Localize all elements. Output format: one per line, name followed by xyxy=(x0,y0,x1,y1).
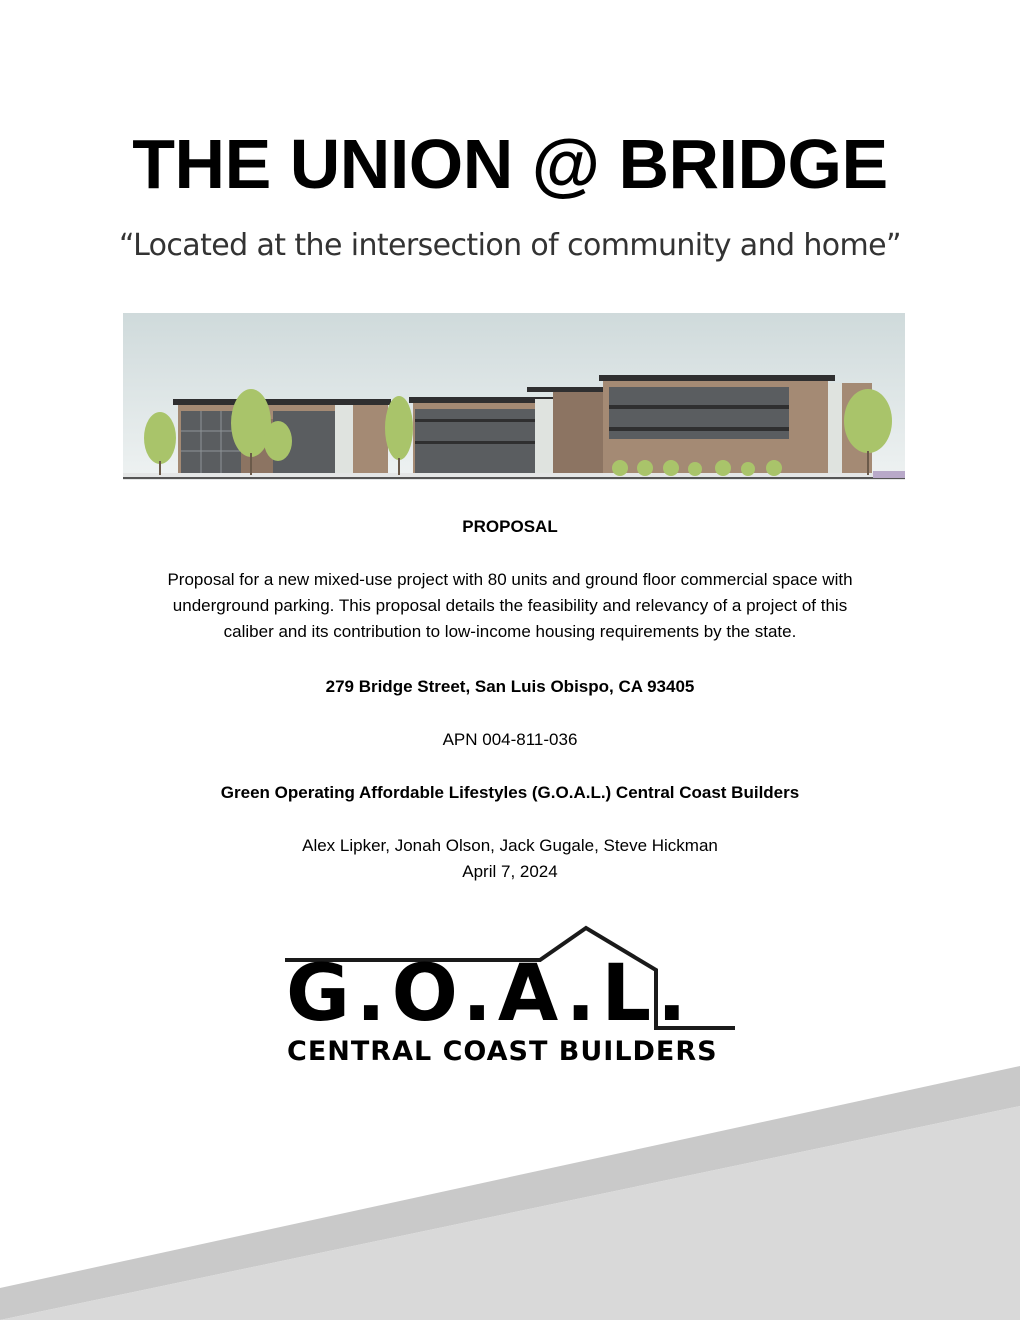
page-title: THE UNION @ BRIDGE xyxy=(132,125,888,203)
description-line: Proposal for a new mixed-use project with 80 units and ground floor commercial space with xyxy=(167,570,853,589)
building-rendering xyxy=(123,313,905,480)
apn: APN 004-811-036 xyxy=(442,730,578,749)
authors: Alex Lipker, Jonah Olson, Jack Gugale, Steve Hickman xyxy=(302,836,718,855)
address: 279 Bridge Street, San Luis Obispo, CA 93405 xyxy=(325,677,695,696)
description xyxy=(0,567,1020,645)
bottom-band-decoration xyxy=(0,1060,1020,1320)
organization: Green Operating Affordable Lifestyles (G.O.A.L.) Central Coast Builders xyxy=(220,783,800,802)
description-line: underground parking. This proposal details the feasibility and relevancy of a project of this xyxy=(172,596,848,615)
date: April 7, 2024 xyxy=(462,862,558,881)
description-line: caliber and its contribution to low-income housing requirements by the state. xyxy=(223,622,797,641)
logo-subtitle: CENTRAL COAST BUILDERS xyxy=(287,1036,718,1067)
section-heading: PROPOSAL xyxy=(462,517,558,536)
logo-letters: G.O.A.L. xyxy=(286,949,693,1039)
tagline: “Located at the intersection of community and home” xyxy=(119,228,901,263)
